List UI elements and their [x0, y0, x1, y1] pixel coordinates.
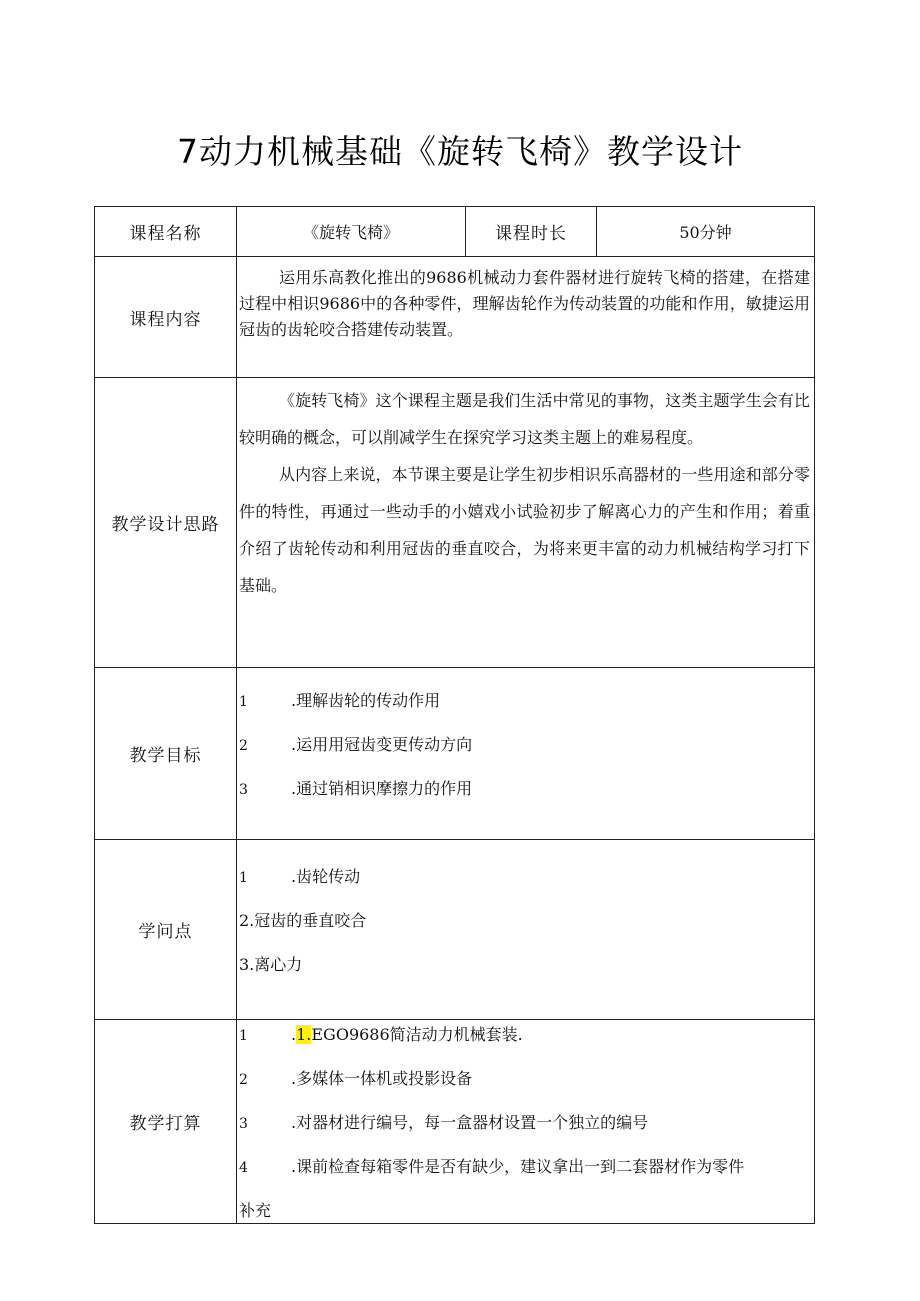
content-text: 运用乐高教化推出的9686机械动力套件器材进行旋转飞椅的搭建，在搭建过程中相识9686中的各种零件，理解齿轮作为传动装置的功能和作用，敏捷运用冠齿的齿轮咬合搭建传动装置。	[239, 268, 810, 339]
prep-label: 教学打算	[95, 1020, 237, 1224]
list-number: 1	[239, 693, 248, 710]
list-text: .多媒体一体机或投影设备	[291, 1069, 473, 1088]
list-item	[239, 776, 812, 820]
list-item	[239, 908, 812, 952]
list-number: 4	[239, 1160, 248, 1176]
list-text: .理解齿轮的传动作用	[291, 690, 441, 710]
duration-value: 50分钟	[597, 207, 815, 257]
list-text: .1.EGO9686简洁动力机械套装.	[291, 1025, 523, 1044]
list-number: 1	[239, 869, 248, 886]
design-paragraph-2: 从内容上来说，本节课主要是让学生初步相识乐高器材的一些用途和部分零件的特性，再通过一些动手的小嬉戏小试验初步了解离心力的产生和作用；着重介绍了齿轮传动和利用冠齿的垂直咬合，为将来更丰富的动力机械结构学习打下基础。	[239, 465, 810, 595]
list-item	[239, 688, 812, 732]
design-text-block	[237, 378, 814, 604]
goals-label: 教学目标	[95, 668, 237, 840]
prep-row	[95, 1020, 815, 1224]
content-text-block	[237, 257, 814, 343]
knowledge-label: 学问点	[95, 840, 237, 1020]
course-name-value: 《旋转飞椅》	[237, 207, 466, 257]
knowledge-list	[237, 864, 814, 996]
list-number: 2	[239, 737, 248, 754]
list-number: 3	[239, 1116, 248, 1132]
prep-list	[237, 1020, 814, 1223]
design-row	[95, 378, 815, 668]
design-label: 教学设计思路	[95, 378, 237, 668]
list-item	[239, 864, 812, 908]
course-name-label: 课程名称	[95, 207, 237, 257]
content-label: 课程内容	[95, 257, 237, 378]
content-row	[95, 257, 815, 378]
list-item	[239, 1154, 812, 1198]
design-paragraph-1: 《旋转飞椅》这个课程主题是我们生活中常见的事物，这类主题学生会有比较明确的概念，可以削减学生在探究学习这类主题上的难易程度。	[239, 391, 810, 447]
list-text: .课前检查每箱零件是否有缺少，建议拿出一到二套器材作为零件	[291, 1157, 745, 1176]
goals-row	[95, 668, 815, 840]
list-text: .通过销相识摩擦力的作用	[291, 778, 473, 798]
list-text: .对器材进行编号，每一盒器材设置一个独立的编号	[291, 1113, 649, 1132]
list-item	[239, 1022, 812, 1066]
list-number: 1	[239, 1028, 248, 1044]
knowledge-row	[95, 840, 815, 1020]
list-item-continuation: 补充	[239, 1201, 272, 1220]
list-text: 3.离心力	[239, 954, 303, 974]
list-item	[239, 732, 812, 776]
document-title: 7动力机械基础《旋转飞椅》教学设计	[177, 132, 743, 171]
lesson-plan-table	[94, 206, 815, 1224]
highlighted-text: 1.	[296, 1025, 312, 1044]
list-text: .齿轮传动	[291, 866, 361, 886]
list-item	[239, 952, 812, 996]
list-text: 2.冠齿的垂直咬合	[239, 910, 367, 930]
list-item	[239, 1066, 812, 1110]
duration-label: 课程时长	[466, 207, 597, 257]
list-text: .运用用冠齿变更传动方向	[291, 734, 473, 754]
list-number: 3	[239, 781, 248, 798]
goals-list	[237, 688, 814, 820]
list-item	[239, 1110, 812, 1154]
list-number: 2	[239, 1072, 248, 1088]
course-header-row	[95, 207, 815, 257]
